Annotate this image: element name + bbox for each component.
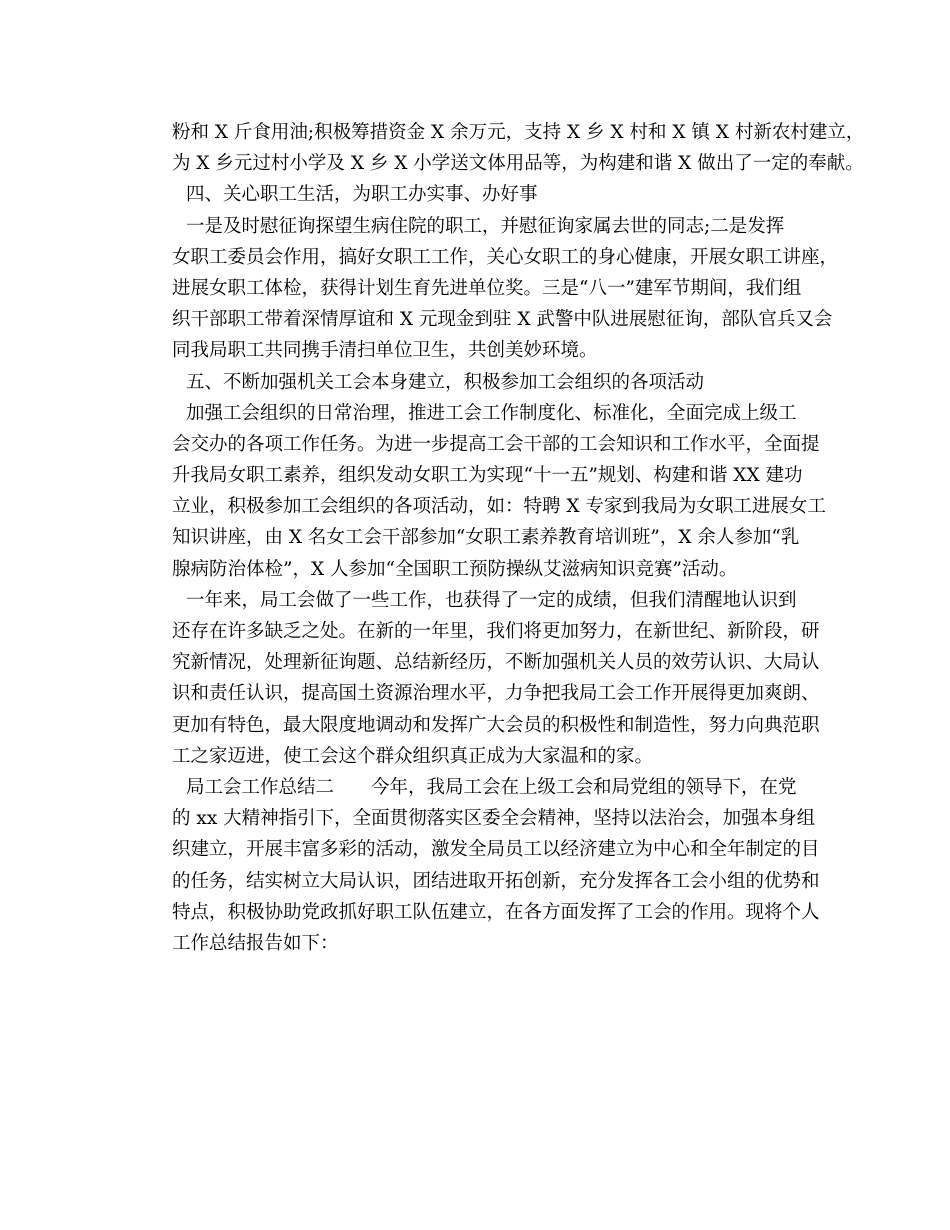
text-line: 特点，积极协助党政抓好职工队伍建立，在各方面发挥了工会的作用。现将个人	[172, 901, 820, 923]
text-line: 进展女职工体检，获得计划生育先进单位奖。三是“八一”建军节期间，我们组	[172, 277, 802, 299]
section-heading-4: 四、关心职工生活，为职工办实事、办好事	[186, 184, 538, 206]
text-line: 更加有特色，最大限度地调动和发挥广大会员的积极性和制造性，努力向典范职	[172, 714, 820, 736]
text-line: 一是及时慰征询探望生病住院的职工，并慰征询家属去世的同志;二是发挥	[186, 215, 785, 237]
text-line: 工之家迈进，使工会这个群众组织真正成为大家温和的家。	[172, 745, 654, 767]
text-line: 局工会工作总结二 今年，我局工会在上级工会和局党组的领导下，在党	[186, 776, 797, 798]
text-line: 还存在许多缺乏之处。在新的一年里，我们将更加努力，在新世纪、新阶段，研	[172, 621, 820, 642]
text-line: 工作总结报告如下：	[172, 932, 339, 954]
document-body	[172, 117, 865, 959]
text-line: 知识讲座，由 X 名女工会干部参加“女职工素养教育培训班”，X 余人参加“乳	[172, 527, 800, 549]
text-line: 的 xx 大精神指引下，全面贯彻落实区委全会精神，坚持以法治会，加强本身组	[172, 808, 816, 830]
text-line: 一年来，局工会做了一些工作，也获得了一定的成绩，但我们清醒地认识到	[186, 589, 797, 611]
text-line: 升我局女职工素养，组织发动女职工为实现“十一五”规划、构建和谐 XX 建功	[172, 465, 803, 487]
text-line: 女职工委员会作用，搞好女职工工作，关心女职工的身心健康，开展女职工讲座，	[172, 246, 839, 268]
text-line: 同我局职工共同携手清扫单位卫生，共创美妙环境。	[172, 340, 598, 362]
text-line: 腺病防治体检”，X 人参加“全国职工预防操纵艾滋病知识竞赛”活动。	[172, 558, 738, 580]
text-line: 粉和 X 斤食用油;积极筹措资金 X 余万元，支持 X 乡 X 村和 X 镇 X 村新农村建立，	[172, 122, 865, 143]
text-line: 织建立，开展丰富多彩的活动，激发全局员工以经济建立为中心和全年制定的目	[172, 839, 820, 861]
text-line: 会交办的各项工作任务。为进一步提高工会干部的工会知识和工作水平，全面提	[172, 433, 820, 455]
text-line: 织干部职工带着深情厚谊和 X 元现金到驻 X 武警中队进展慰征询，部队官兵又会	[172, 309, 833, 331]
text-line: 识和责任认识，提高国土资源治理水平，力争把我局工会工作开展得更加爽朗、	[172, 683, 820, 705]
text-line: 的任务，结实树立大局认识，团结进取开拓创新，充分发挥各工会小组的优势和	[172, 870, 820, 892]
text-line: 为 X 乡元过村小学及 X 乡 X 小学送文体用品等，为构建和谐 X 做出了一定的奉献。	[172, 153, 864, 175]
text-line: 加强工会组织的日常治理，推进工会工作制度化、标准化，全面完成上级工	[186, 402, 797, 424]
text-line: 究新情况，处理新征询题、总结新经历，不断加强机关人员的效劳认识、大局认	[172, 652, 820, 674]
text-line: 立业，积极参加工会组织的各项活动，如：特聘 X 专家到我局为女职工进展女工	[172, 496, 826, 518]
section-heading-5: 五、不断加强机关工会本身建立，积极参加工会组织的各项活动	[186, 371, 705, 393]
